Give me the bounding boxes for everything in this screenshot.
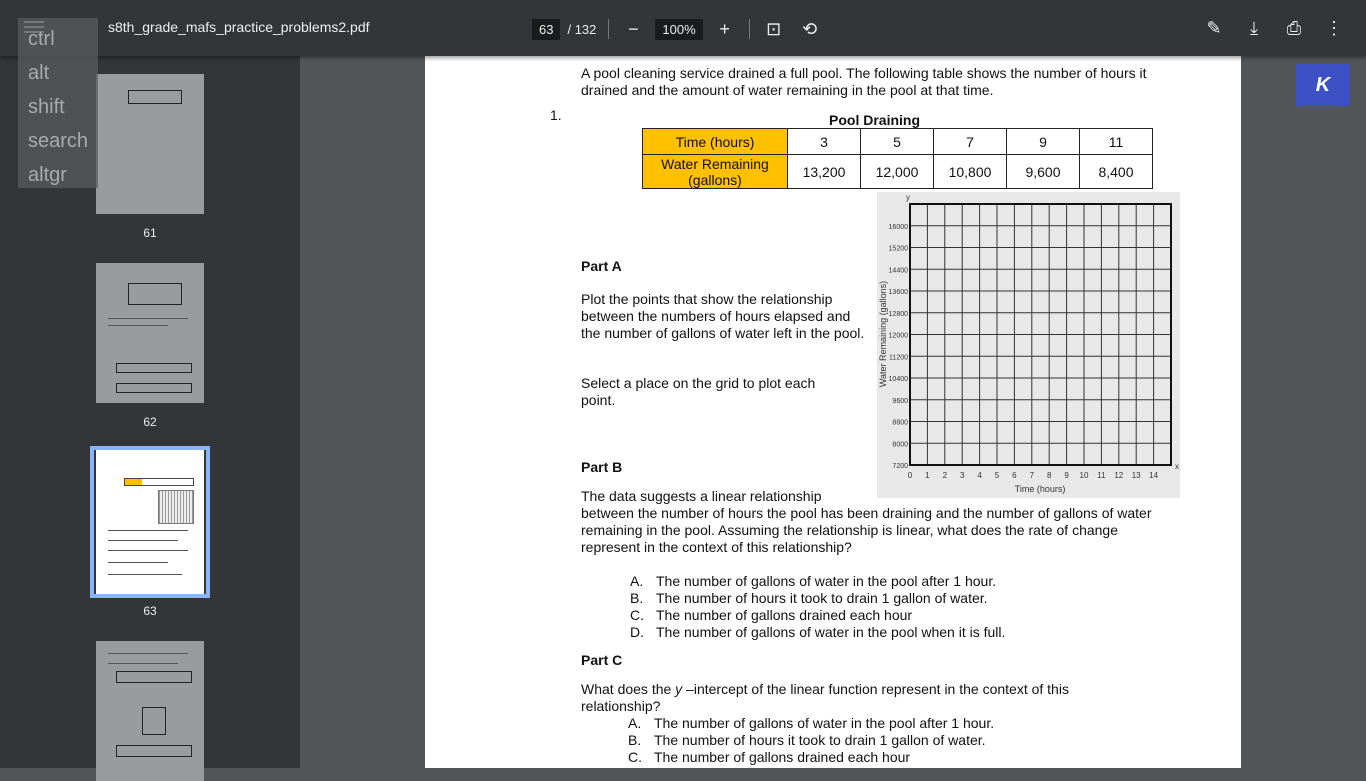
part-a-text: Plot the points that show the relationship between the numbers of hours elapsed and the number of gallons of water left in the pool. bbox=[581, 291, 865, 341]
table-cell: 5 bbox=[861, 129, 934, 155]
keys-overlay bbox=[18, 18, 98, 188]
more-icon[interactable]: ⋮ bbox=[1325, 17, 1343, 38]
thumbnail-number: 61 bbox=[143, 226, 157, 240]
y-tick-label: 14400 bbox=[888, 267, 908, 275]
option[interactable]: C. The number of gallons drained each hour bbox=[630, 607, 913, 623]
x-tick-label: 1 bbox=[925, 471, 930, 480]
pdf-page bbox=[425, 56, 1241, 768]
thumbnail-number: 62 bbox=[143, 415, 157, 429]
file-title: s8th_grade_mafs_practice_problems2.pdf bbox=[108, 19, 370, 35]
option[interactable]: A. The number of gallons of water in the pool after 1 hour. bbox=[630, 573, 997, 589]
extension-button[interactable]: K bbox=[1296, 64, 1350, 106]
key-label: alt bbox=[28, 62, 50, 84]
x-tick-label: 0 bbox=[907, 471, 913, 480]
table-cell: 10,800 bbox=[934, 155, 1007, 189]
table-header: Water Remaining (gallons) bbox=[643, 155, 788, 189]
y-tick-label: 13600 bbox=[888, 289, 908, 296]
table-cell: 9,600 bbox=[1007, 155, 1080, 189]
x-tick-label: 13 bbox=[1131, 471, 1141, 480]
part-b-title: Part B bbox=[581, 459, 623, 475]
x-tick-label: 14 bbox=[1149, 471, 1159, 480]
question-number: 1. bbox=[550, 107, 562, 123]
x-tick-label: 9 bbox=[1064, 471, 1069, 480]
y-tick-label: 7200 bbox=[892, 463, 908, 470]
table-cell: 7 bbox=[934, 129, 1007, 155]
y-tick-label: 11200 bbox=[889, 354, 908, 362]
thumbnail-64[interactable] bbox=[96, 641, 204, 781]
y-tick-label: 12800 bbox=[888, 310, 908, 318]
plot-grid[interactable] bbox=[877, 192, 1180, 498]
zoom-input[interactable]: 100% bbox=[655, 19, 702, 40]
x-tick-label: 10 bbox=[1079, 471, 1089, 480]
thumbnail-62[interactable] bbox=[96, 263, 204, 403]
x-tick-label: 4 bbox=[977, 471, 982, 480]
grid-svg[interactable] bbox=[877, 192, 1180, 498]
toolbar bbox=[0, 0, 1366, 56]
option[interactable]: A. The number of gallons of water in the pool after 1 hour. bbox=[628, 715, 995, 731]
y-tick-label: 16000 bbox=[888, 223, 908, 231]
x-tick-label: 11 bbox=[1097, 471, 1106, 480]
part-c-options bbox=[628, 715, 994, 766]
table-title: Pool Draining bbox=[829, 112, 920, 128]
print-icon[interactable]: ⎙ bbox=[1286, 17, 1302, 38]
x-axis-label: Time (hours) bbox=[1014, 484, 1066, 494]
intro-text: A pool cleaning service drained a full pool. The following table shows the number of hours it drained and the amount of water remaining in the pool at that time. bbox=[581, 65, 1147, 98]
page-number-input[interactable]: 63 bbox=[532, 19, 560, 40]
part-b-text bbox=[581, 488, 1161, 556]
x-tick-label: 7 bbox=[1029, 471, 1035, 480]
zoom-in-icon[interactable]: + bbox=[719, 18, 730, 39]
y-tick-label: 10400 bbox=[888, 376, 908, 383]
option[interactable]: B. The number of hours it took to drain 1 gallon of water. bbox=[628, 732, 986, 748]
y-tick-label: 9600 bbox=[892, 397, 908, 405]
table-header: Time (hours) bbox=[643, 129, 788, 155]
part-c-text: What does the y –intercept of the linear function represent in the context of this relationship? bbox=[581, 681, 1069, 714]
part-b-text-content: The data suggests a linear relationship between the number of hours the pool has been draining and the number of gallons of water remaining in the pool. Assuming the relationship is linear, what does the rate of change represent in the context of this relationship? bbox=[581, 488, 1152, 555]
y-tick-label: 8800 bbox=[892, 419, 908, 427]
key-label: altgr bbox=[28, 164, 67, 186]
x-tick-label: 8 bbox=[1046, 471, 1052, 480]
pool-table bbox=[642, 128, 1153, 189]
x-tick-label: 2 bbox=[942, 471, 948, 480]
table-cell: 8,400 bbox=[1080, 155, 1153, 189]
option[interactable]: D. The number of gallons of water in the pool when it is full. bbox=[630, 624, 1006, 640]
y-axis-label: Water Remaining (gallons) bbox=[878, 280, 888, 388]
y-tick-label: 12000 bbox=[888, 332, 908, 340]
part-b-options bbox=[630, 573, 1005, 641]
y-tick-label: 8000 bbox=[892, 441, 908, 449]
y-axis-letter: y bbox=[906, 193, 910, 202]
table-cell: 13,200 bbox=[788, 155, 861, 189]
table-cell: 12,000 bbox=[861, 155, 934, 189]
rotate-icon[interactable]: ⟲ bbox=[802, 18, 818, 39]
y-tick-label: 15200 bbox=[888, 245, 908, 253]
thumbnail-61[interactable] bbox=[96, 74, 204, 214]
table-cell: 9 bbox=[1007, 129, 1080, 155]
x-tick-label: 6 bbox=[1012, 471, 1017, 480]
part-c-title: Part C bbox=[581, 652, 623, 668]
x-tick-label: 12 bbox=[1114, 471, 1124, 480]
x-tick-label: 5 bbox=[994, 471, 1000, 480]
download-icon[interactable]: ⤓ bbox=[1250, 17, 1258, 38]
part-a-title: Part A bbox=[581, 258, 622, 274]
x-tick-label: 3 bbox=[959, 471, 965, 480]
key-label: ctrl bbox=[28, 28, 55, 50]
key-label: shift bbox=[28, 96, 65, 118]
part-a-text2: Select a place on the grid to plot each point. bbox=[581, 375, 816, 408]
pen-icon[interactable]: ✎ bbox=[1206, 17, 1222, 38]
fit-page-icon[interactable]: ⊡ bbox=[766, 18, 782, 39]
table-cell: 3 bbox=[788, 129, 861, 155]
x-axis-letter: x bbox=[1175, 462, 1179, 471]
thumbnail-63[interactable] bbox=[96, 450, 204, 594]
table-cell: 11 bbox=[1080, 129, 1153, 155]
total-pages: / 132 bbox=[567, 21, 597, 37]
option[interactable]: C. The number of gallons drained each hour bbox=[628, 749, 911, 765]
option[interactable]: B. The number of hours it took to drain 1 gallon of water. bbox=[630, 590, 988, 606]
key-label: search bbox=[28, 130, 89, 152]
zoom-out-icon[interactable]: − bbox=[628, 18, 639, 39]
thumbnail-number: 63 bbox=[143, 604, 157, 618]
